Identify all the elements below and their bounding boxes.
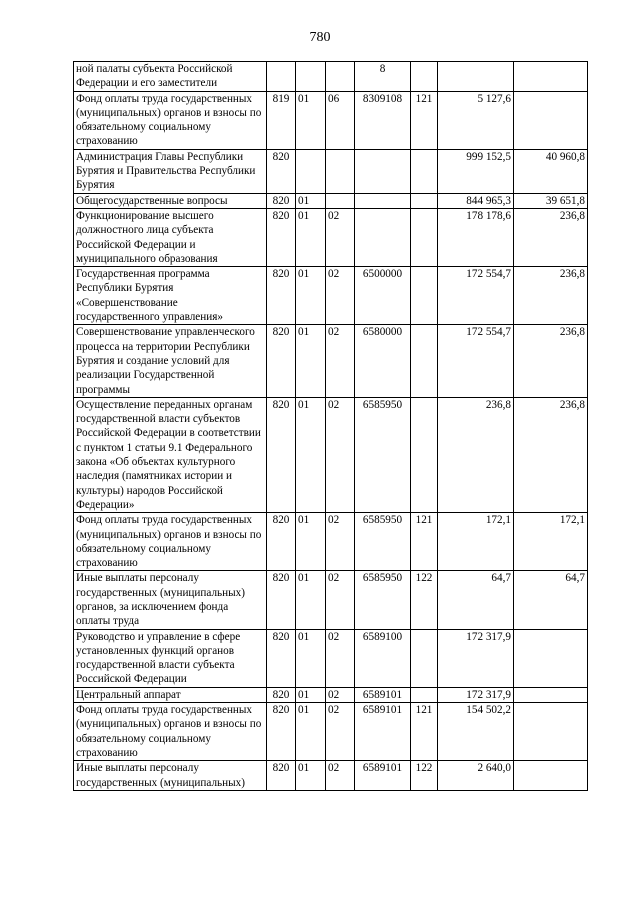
- table-row: [74, 91, 588, 149]
- budget-table: [73, 61, 588, 791]
- target-article-code-cell: 6585950: [355, 397, 411, 512]
- subsection-code-cell: 02: [326, 267, 355, 325]
- target-article-code-cell: 6585950: [355, 571, 411, 629]
- amount-cell: 154 502,2: [438, 703, 514, 761]
- row-name-cell: Осуществление переданных органам государственной власти субъектов Российской Федерации в соответствии с пунктом 1 статьи 9.1 Федерального закона «Об объектах культурного наследия (памятниках истории и культуры) народов Российской Федерации»: [74, 397, 267, 512]
- federal-amount-cell: 172,1: [514, 513, 588, 571]
- target-article-code-cell: 8: [355, 62, 411, 92]
- section-code-cell: 01: [296, 91, 326, 149]
- section-code-cell: 01: [296, 193, 326, 208]
- subsection-code-cell: 02: [326, 571, 355, 629]
- federal-amount-cell: [514, 629, 588, 687]
- section-code-cell: 01: [296, 513, 326, 571]
- target-article-code-cell: 6589101: [355, 761, 411, 791]
- row-name-cell: Иные выплаты персоналу государственных (муниципальных): [74, 761, 267, 791]
- page-number: 780: [309, 30, 331, 45]
- federal-amount-cell: 236,8: [514, 208, 588, 266]
- section-code-cell: 01: [296, 397, 326, 512]
- amount-cell: 844 965,3: [438, 193, 514, 208]
- table-row: [74, 397, 588, 512]
- subsection-code-cell: 02: [326, 513, 355, 571]
- table-row: [74, 325, 588, 397]
- subsection-code-cell: [326, 149, 355, 193]
- table-row: [74, 267, 588, 325]
- expense-type-code-cell: [411, 629, 438, 687]
- subsection-code-cell: [326, 62, 355, 92]
- subsection-code-cell: 02: [326, 703, 355, 761]
- row-name-cell: Государственная программа Республики Бурятия «Совершенствование государственного управления»: [74, 267, 267, 325]
- grbs-code-cell: 820: [267, 397, 296, 512]
- federal-amount-cell: [514, 62, 588, 92]
- table-row: [74, 513, 588, 571]
- row-name-cell: ной палаты субъекта Российской Федерации и его заместители: [74, 62, 267, 92]
- table-row: [74, 761, 588, 791]
- row-name-cell: Фонд оплаты труда государственных (муниципальных) органов и взносы по обязательному социальному страхованию: [74, 703, 267, 761]
- amount-cell: 64,7: [438, 571, 514, 629]
- grbs-code-cell: 820: [267, 761, 296, 791]
- target-article-code-cell: 8309108: [355, 91, 411, 149]
- grbs-code-cell: 820: [267, 571, 296, 629]
- grbs-code-cell: 820: [267, 703, 296, 761]
- federal-amount-cell: [514, 703, 588, 761]
- subsection-code-cell: 02: [326, 629, 355, 687]
- table-row: [74, 149, 588, 193]
- expense-type-code-cell: [411, 149, 438, 193]
- target-article-code-cell: 6589101: [355, 687, 411, 702]
- expense-type-code-cell: [411, 325, 438, 397]
- row-name-cell: Общегосударственные вопросы: [74, 193, 267, 208]
- expense-type-code-cell: [411, 267, 438, 325]
- subsection-code-cell: 02: [326, 397, 355, 512]
- subsection-code-cell: 02: [326, 208, 355, 266]
- table-row: [74, 571, 588, 629]
- table-row: [74, 629, 588, 687]
- target-article-code-cell: 6585950: [355, 513, 411, 571]
- target-article-code-cell: 6589101: [355, 703, 411, 761]
- subsection-code-cell: [326, 193, 355, 208]
- expense-type-code-cell: [411, 208, 438, 266]
- grbs-code-cell: [267, 62, 296, 92]
- expense-type-code-cell: 122: [411, 761, 438, 791]
- expense-type-code-cell: 121: [411, 703, 438, 761]
- section-code-cell: 01: [296, 687, 326, 702]
- expense-type-code-cell: 122: [411, 571, 438, 629]
- amount-cell: 5 127,6: [438, 91, 514, 149]
- grbs-code-cell: 820: [267, 629, 296, 687]
- grbs-code-cell: 820: [267, 325, 296, 397]
- table-row: [74, 62, 588, 92]
- table-row: [74, 208, 588, 266]
- target-article-code-cell: 6589100: [355, 629, 411, 687]
- section-code-cell: 01: [296, 761, 326, 791]
- federal-amount-cell: 40 960,8: [514, 149, 588, 193]
- target-article-code-cell: [355, 149, 411, 193]
- grbs-code-cell: 820: [267, 267, 296, 325]
- section-code-cell: 01: [296, 325, 326, 397]
- expense-type-code-cell: 121: [411, 513, 438, 571]
- expense-type-code-cell: 121: [411, 91, 438, 149]
- subsection-code-cell: 02: [326, 761, 355, 791]
- row-name-cell: Функционирование высшего должностного лица субъекта Российской Федерации и муниципального образования: [74, 208, 267, 266]
- grbs-code-cell: 820: [267, 149, 296, 193]
- amount-cell: 178 178,6: [438, 208, 514, 266]
- row-name-cell: Иные выплаты персоналу государственных (муниципальных) органов, за исключением фонда оплаты труда: [74, 571, 267, 629]
- amount-cell: 172,1: [438, 513, 514, 571]
- expense-type-code-cell: [411, 62, 438, 92]
- grbs-code-cell: 819: [267, 91, 296, 149]
- grbs-code-cell: 820: [267, 208, 296, 266]
- target-article-code-cell: [355, 193, 411, 208]
- amount-cell: 236,8: [438, 397, 514, 512]
- expense-type-code-cell: [411, 397, 438, 512]
- table-row: [74, 703, 588, 761]
- target-article-code-cell: 6580000: [355, 325, 411, 397]
- row-name-cell: Администрация Главы Республики Бурятия и Правительства Республики Бурятия: [74, 149, 267, 193]
- federal-amount-cell: 236,8: [514, 397, 588, 512]
- row-name-cell: Фонд оплаты труда государственных (муниципальных) органов и взносы по обязательному социальному страхованию: [74, 91, 267, 149]
- expense-type-code-cell: [411, 687, 438, 702]
- amount-cell: 172 554,7: [438, 267, 514, 325]
- subsection-code-cell: 02: [326, 325, 355, 397]
- amount-cell: 172 317,9: [438, 629, 514, 687]
- row-name-cell: Фонд оплаты труда государственных (муниципальных) органов и взносы по обязательному социальному страхованию: [74, 513, 267, 571]
- federal-amount-cell: 64,7: [514, 571, 588, 629]
- amount-cell: 2 640,0: [438, 761, 514, 791]
- target-article-code-cell: 6500000: [355, 267, 411, 325]
- row-name-cell: Руководство и управление в сфере установленных функций органов государственной власти субъекта Российской Федерации: [74, 629, 267, 687]
- section-code-cell: [296, 62, 326, 92]
- grbs-code-cell: 820: [267, 687, 296, 702]
- amount-cell: [438, 62, 514, 92]
- section-code-cell: 01: [296, 629, 326, 687]
- amount-cell: 999 152,5: [438, 149, 514, 193]
- federal-amount-cell: 236,8: [514, 267, 588, 325]
- subsection-code-cell: 06: [326, 91, 355, 149]
- subsection-code-cell: 02: [326, 687, 355, 702]
- section-code-cell: [296, 149, 326, 193]
- target-article-code-cell: [355, 208, 411, 266]
- section-code-cell: 01: [296, 703, 326, 761]
- row-name-cell: Совершенствование управленческого процесса на территории Республики Бурятия и создание условий для реализации Государственной программы: [74, 325, 267, 397]
- amount-cell: 172 317,9: [438, 687, 514, 702]
- table-row: [74, 687, 588, 702]
- federal-amount-cell: [514, 91, 588, 149]
- federal-amount-cell: [514, 761, 588, 791]
- section-code-cell: 01: [296, 208, 326, 266]
- amount-cell: 172 554,7: [438, 325, 514, 397]
- section-code-cell: 01: [296, 571, 326, 629]
- federal-amount-cell: 39 651,8: [514, 193, 588, 208]
- table-row: [74, 193, 588, 208]
- grbs-code-cell: 820: [267, 513, 296, 571]
- federal-amount-cell: [514, 687, 588, 702]
- federal-amount-cell: 236,8: [514, 325, 588, 397]
- row-name-cell: Центральный аппарат: [74, 687, 267, 702]
- section-code-cell: 01: [296, 267, 326, 325]
- expense-type-code-cell: [411, 193, 438, 208]
- grbs-code-cell: 820: [267, 193, 296, 208]
